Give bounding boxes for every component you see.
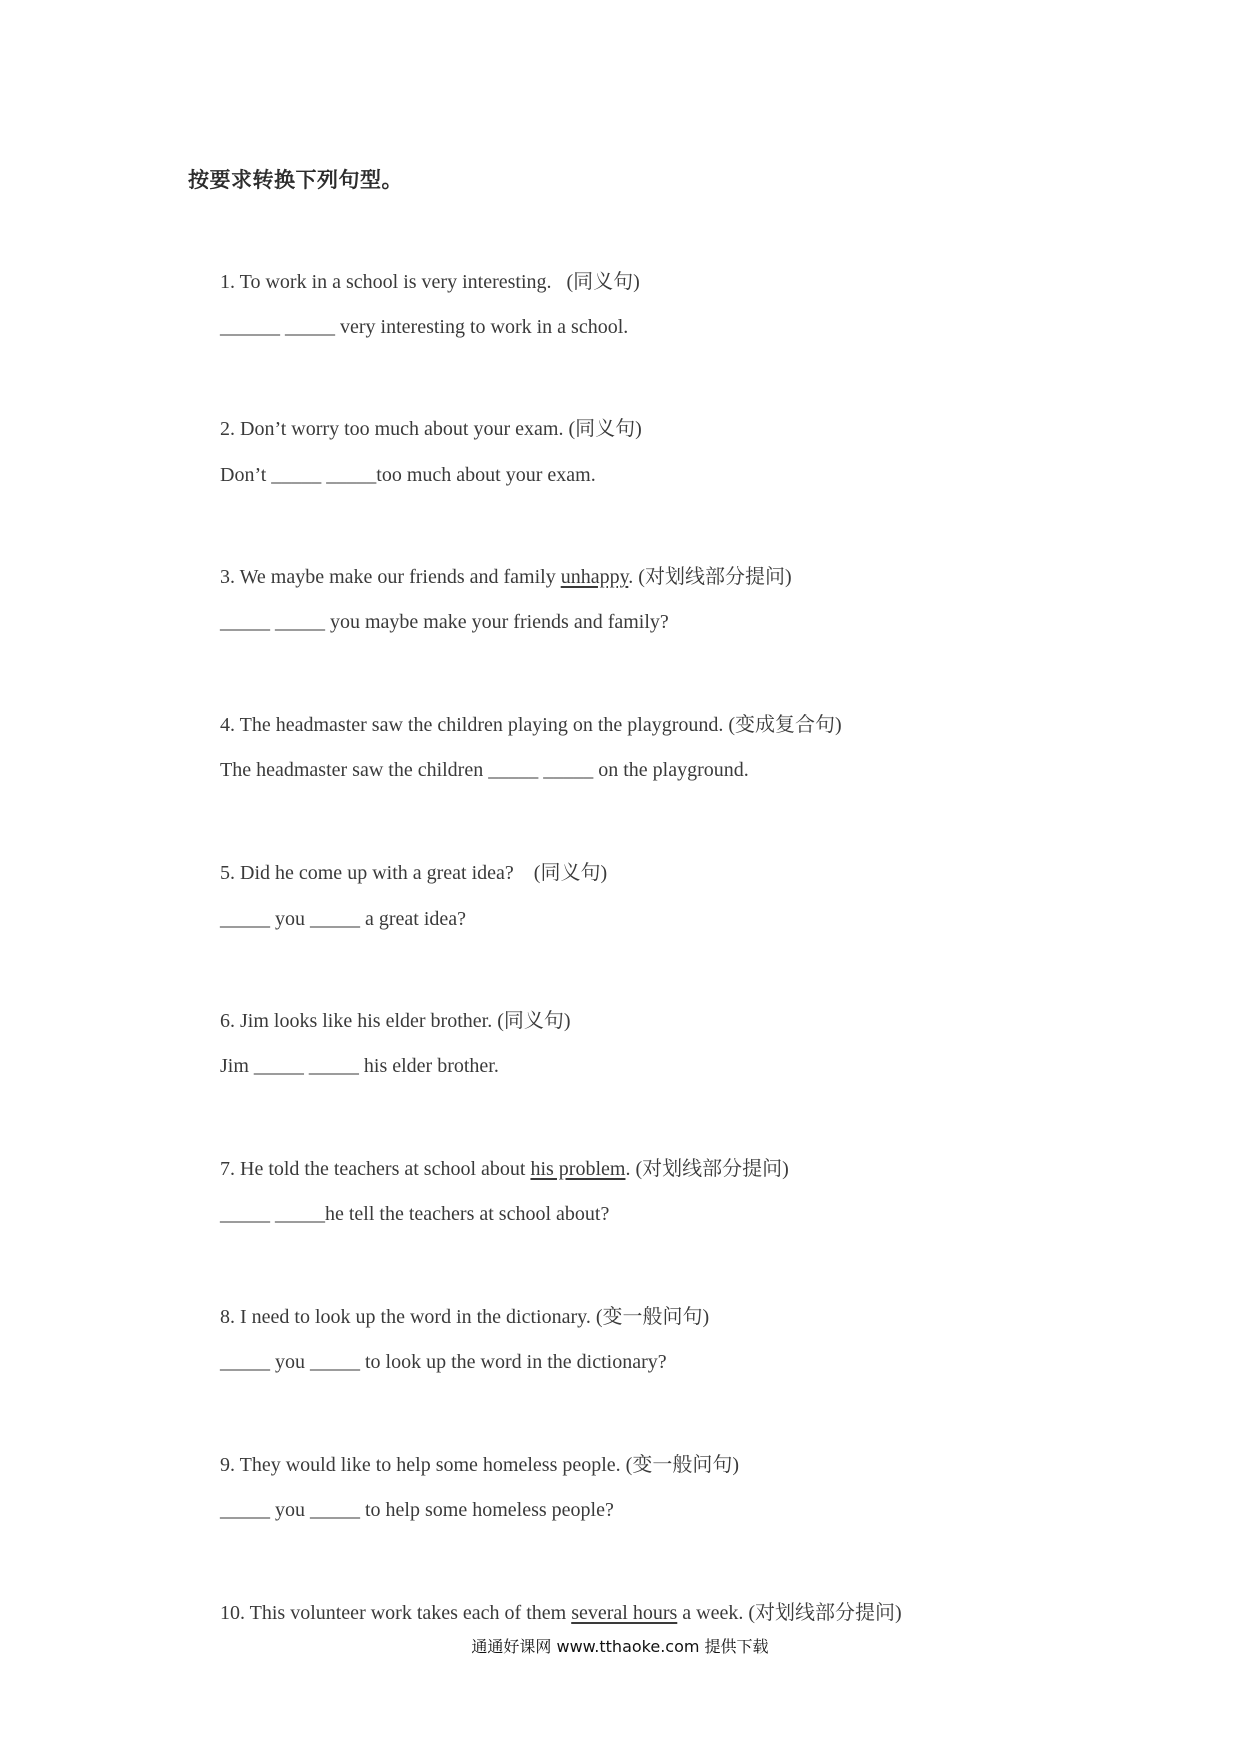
question-text: 7. He told the teachers at school about [220, 1158, 531, 1180]
answer-line-3: _____ _____ you maybe make your friends and family? [220, 611, 669, 633]
question-text: 5. Did he come up with a great idea? (同义句) [220, 862, 608, 884]
question-3 [210, 537, 792, 589]
answer-line-8: _____ you _____ to look up the word in the dictionary? [220, 1351, 667, 1373]
answer-line-4: The headmaster saw the children _____ _____ on the playground. [220, 759, 749, 781]
question-text-tail: . (对划线部分提问) [625, 1158, 789, 1180]
question-text: 8. I need to look up the word in the dictionary. (变一般问句) [220, 1306, 710, 1328]
question-text-tail: a week. (对划线部分提问) [677, 1602, 902, 1624]
answer-line-9: _____ you _____ to help some homeless people? [220, 1499, 614, 1521]
question-text: 4. The headmaster saw the children playing on the playground. (变成复合句) [220, 714, 842, 736]
answer-line-2: Don’t _____ _____too much about your exam. [220, 464, 596, 486]
question-text: 6. Jim looks like his elder brother. (同义句) [220, 1010, 571, 1032]
question-4 [210, 685, 842, 737]
question-text: 2. Don’t worry too much about your exam. (同义句) [220, 418, 642, 440]
question-2 [210, 389, 642, 441]
question-6 [210, 981, 571, 1033]
question-7 [210, 1129, 789, 1181]
page-heading: 按要求转换下列句型。 [188, 168, 403, 192]
question-8 [210, 1277, 709, 1329]
question-text: 1. To work in a school is very interesting. (同义句) [220, 271, 640, 293]
question-text: 3. We maybe make our friends and family [220, 566, 561, 588]
question-text: 9. They would like to help some homeless people. (变一般问句) [220, 1454, 739, 1476]
answer-line-6: Jim _____ _____ his elder brother. [220, 1055, 499, 1077]
question-9 [210, 1425, 739, 1477]
underlined-part: several hours [571, 1602, 678, 1624]
page-footer: 通通好课网 www.tthaoke.com 提供下载 [471, 1637, 769, 1656]
question-5 [210, 833, 607, 885]
underlined-part: his problem [530, 1158, 626, 1180]
question-text: 10. This volunteer work takes each of them [220, 1602, 572, 1624]
question-10 [210, 1573, 902, 1625]
question-text-tail: . (对划线部分提问) [628, 566, 792, 588]
answer-line-5: _____ you _____ a great idea? [220, 908, 467, 930]
question-1 [210, 242, 640, 294]
underlined-part: unhappy [560, 566, 629, 588]
answer-line-7: _____ _____he tell the teachers at school about? [220, 1203, 610, 1225]
answer-line-1: ______ _____ very interesting to work in a school. [220, 316, 629, 338]
